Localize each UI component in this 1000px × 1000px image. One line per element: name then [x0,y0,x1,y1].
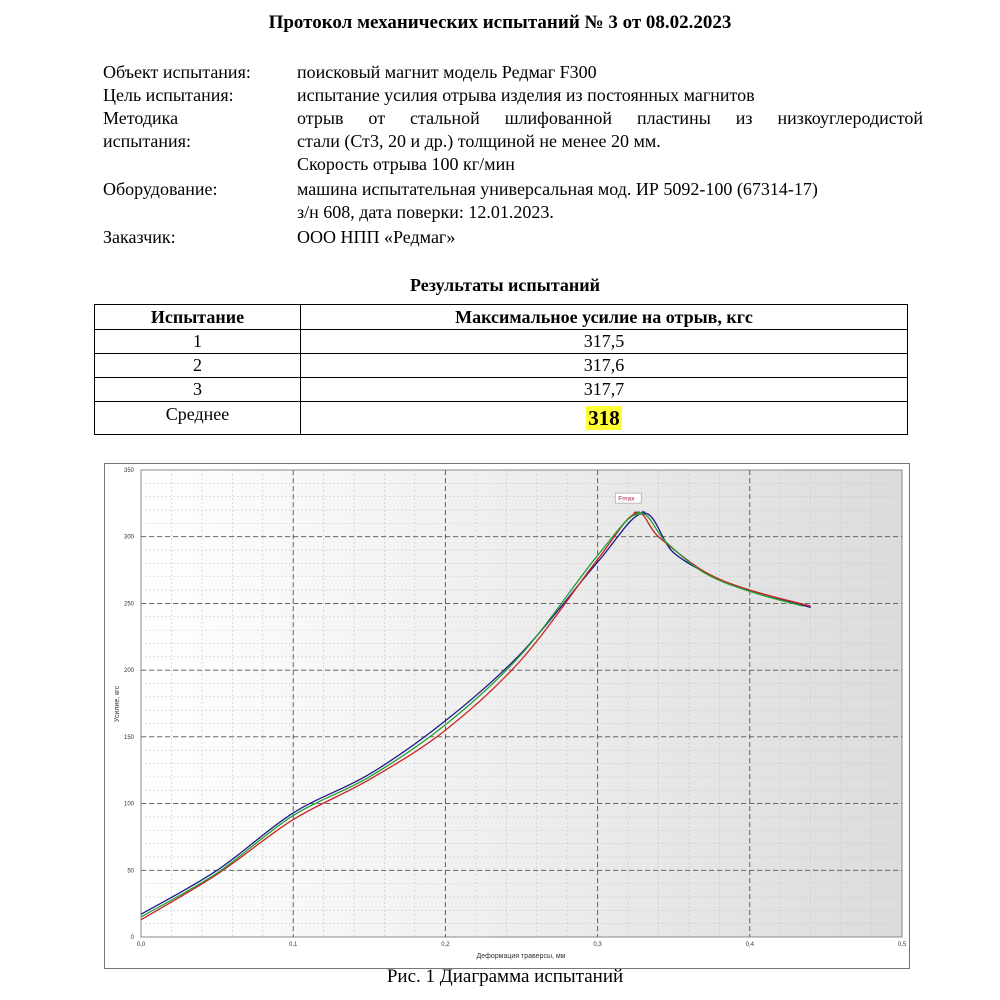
average-label: Среднее [95,402,301,435]
goal-value: испытание усилия отрыва изделия из постоянных магнитов [297,85,755,105]
y-tick-label: 350 [123,468,134,474]
customer-value: ООО НПП «Редмаг» [297,227,456,247]
fmax-marker [615,493,641,503]
x-tick-label: 0,1 [289,942,298,948]
x-tick-label: 0,5 [897,942,907,948]
y-axis-label: Усилие, кгс [114,685,121,723]
equipment-label: Оборудование: [103,179,218,199]
results-table [94,304,908,435]
table-row [95,354,908,378]
test-value: 317,5 [301,330,908,354]
test-value: 317,6 [301,354,908,378]
average-value-cell [301,402,908,435]
info-customer [103,226,923,249]
method-label-1: Методика [103,108,179,128]
method-label-2: испытания: [103,131,191,151]
plot-background [141,470,902,937]
goal-label: Цель испытания: [103,85,234,105]
test-number: 3 [95,378,301,402]
header-max-force: Максимальное усилие на отрыв, кгс [301,305,908,330]
y-tick-label: 100 [123,801,134,808]
object-label: Объект испытания: [103,62,251,82]
method-value-2: стали (Ст3, 20 и др.) толщиной не менее 20 мм. [297,131,661,151]
y-tick-label: 150 [123,734,134,741]
force-deformation-chart [105,464,909,968]
customer-label: Заказчик: [103,227,176,247]
y-tick-label: 250 [123,601,134,608]
table-row [95,330,908,354]
results-header-row [95,305,908,330]
y-tick-label: 200 [123,668,134,675]
peak-point [637,511,641,515]
equipment-value-2: з/н 608, дата поверки: 12.01.2023. [297,202,554,222]
test-number: 1 [95,330,301,354]
test-number: 2 [95,354,301,378]
x-tick-label: 0,3 [593,942,602,948]
method-value-1: отрыв от стальной шлифованной пластины из низкоуглеродистой [297,108,923,128]
y-tick-label: 300 [123,534,134,541]
results-title: Результаты испытаний [409,275,601,295]
average-row [95,402,908,435]
y-tick-label: 50 [127,868,134,875]
table-row [95,378,908,402]
header-test: Испытание [95,305,301,330]
info-method [103,107,923,176]
info-object [103,61,923,84]
average-value: 318 [588,405,620,430]
method-value-3: Скорость отрыва 100 кг/мин [297,154,515,174]
x-axis-label: Деформация траверсы, мм [476,953,566,960]
info-equipment [103,178,923,224]
info-goal [103,84,923,107]
figure-caption: Рис. 1 Диаграмма испытаний [386,966,624,987]
equipment-value-1: машина испытательная универсальная мод. ИР 5092-100 (67314-17) [297,179,818,199]
y-tick-label: 0 [130,935,134,941]
chart-frame [104,463,910,969]
x-tick-label: 0,2 [441,942,450,948]
x-tick-label: 0,0 [136,942,146,948]
protocol-title: Протокол механических испытаний № 3 от 08.02.2023 [268,12,732,33]
fmax-label: Fmax [618,495,635,503]
x-tick-label: 0,4 [745,942,754,948]
object-value: поисковый магнит модель Редмаг F300 [297,62,597,82]
test-value: 317,7 [301,378,908,402]
